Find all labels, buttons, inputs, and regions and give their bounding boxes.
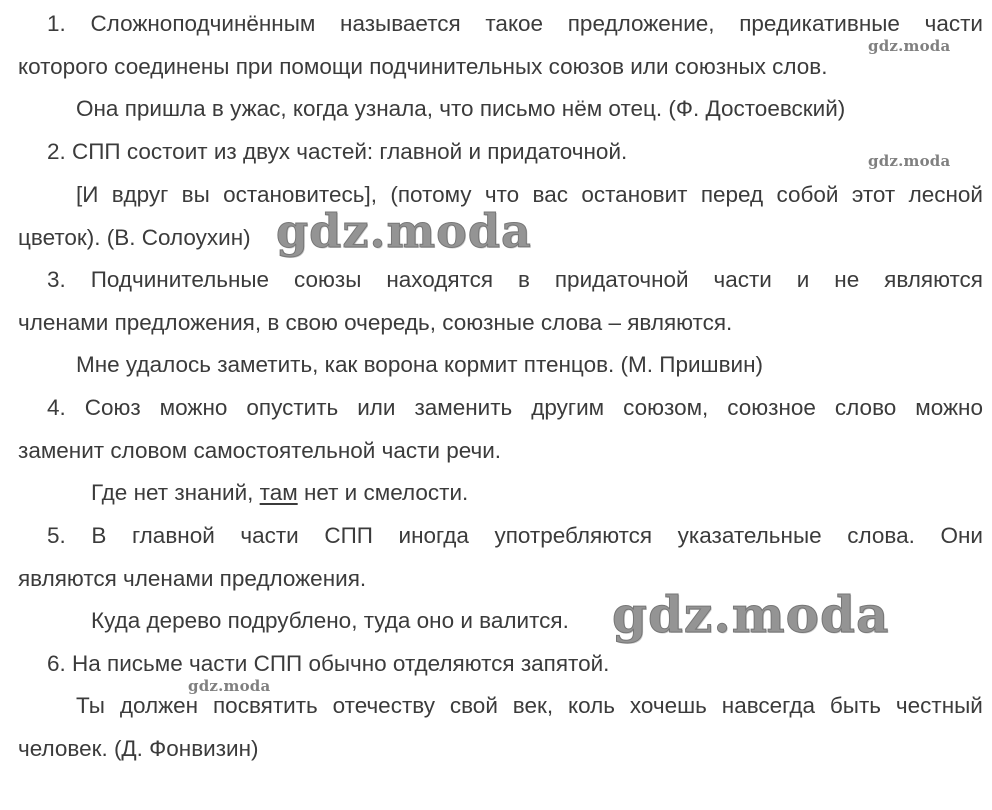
word: 5. [47,523,66,548]
paragraph-5-line-2: являются членами предложения. [18,566,367,591]
word: коль [568,693,615,718]
word: иногда [398,523,469,548]
word: союзы [294,267,362,292]
word: являются [884,267,983,292]
word: честный [895,693,983,718]
example-4-post: нет и смелости. [297,480,469,505]
example-2-line-2: цветок). (В. Солоухин) [18,225,251,250]
word: 4. [47,395,66,420]
watermark-small-1: gdz.moda [868,37,951,55]
word: главной [131,523,215,548]
example-3: Мне удалось заметить, как ворона кормит птенцов. (М. Пришвин) [76,352,764,377]
word: части [713,267,772,292]
word: в [518,267,530,292]
example-1: Она пришла в ужас, когда узнала, что письмо нём отец. (Ф. Достоевский) [76,96,846,121]
word: заменить [414,395,513,420]
watermark-small-3: gdz.moda [188,677,271,695]
watermark-small-2: gdz.moda [868,152,951,170]
word: и [796,267,810,292]
word: [И [76,182,99,207]
word: перед [700,182,764,207]
paragraph-4-line-1 [47,394,983,422]
word: Сложноподчинённым [90,11,316,36]
paragraph-1-line-2: которого соединены при помощи подчинительных союзов или союзных слов. [18,54,828,79]
example-6-line-2: человек. (Д. Фонвизин) [18,736,259,761]
watermark-large-1: gdz.moda [276,204,532,258]
word: части [240,523,299,548]
word: навсегда [721,693,816,718]
word: употребляются [494,523,653,548]
word: предикативные [739,11,900,36]
paragraph-3-line-2: членами предложения, в свою очередь, союзные слова – являются. [18,310,733,335]
paragraph-3-line-1 [47,266,983,294]
word: или [357,395,396,420]
word: Подчинительные [90,267,270,292]
word: собой [776,182,839,207]
word: хочешь [629,693,707,718]
word: В [91,523,107,548]
word: не [834,267,860,292]
example-5: Куда дерево подрублено, туда оно и валится. [91,608,569,633]
example-4-underlined-word: там [259,480,298,505]
word: что [484,182,520,207]
paragraph-4-line-2: заменит словом самостоятельной части речи. [18,438,502,463]
word: другим [531,395,605,420]
word: быть [829,693,882,718]
word: называется [340,11,461,36]
word: Союз [84,395,141,420]
word: можно [159,395,228,420]
word: Они [940,523,983,548]
word: (потому [390,182,472,207]
word: СПП [324,523,373,548]
word: посвятить [213,693,318,718]
word: предложение, [567,11,715,36]
word: 1. [47,11,66,36]
word: лесной [908,182,983,207]
word: остановитесь], [223,182,377,207]
example-6-line-1 [76,692,983,720]
word: 3. [47,267,66,292]
word: части [924,11,983,36]
word: остановит [581,182,688,207]
word: союзом, [623,395,709,420]
example-4 [91,479,468,507]
word: Ты [76,693,105,718]
word: век, [512,693,554,718]
word: свой [449,693,498,718]
word: слово [834,395,897,420]
word: союзное [727,395,816,420]
watermark-large-2: gdz.moda [612,585,890,644]
word: должен [119,693,199,718]
word: можно [915,395,983,420]
paragraph-2-line-1: 2. СПП состоит из двух частей: главной и придаточной. [47,139,628,164]
word: слова. [847,523,915,548]
paragraph-6-line-1: 6. На письме части СПП обычно отделяются запятой. [47,651,610,676]
word: находятся [386,267,494,292]
word: вдруг [111,182,169,207]
paragraph-1-line-1 [47,10,983,38]
example-4-pre: Где нет знаний, [91,480,260,505]
word: такое [485,11,544,36]
word: указательные [677,523,822,548]
paragraph-5-line-1 [47,522,983,550]
word: вы [181,182,210,207]
word: опустить [246,395,339,420]
word: отечеству [332,693,435,718]
word: придаточной [554,267,689,292]
word: этот [851,182,896,207]
word: вас [532,182,569,207]
